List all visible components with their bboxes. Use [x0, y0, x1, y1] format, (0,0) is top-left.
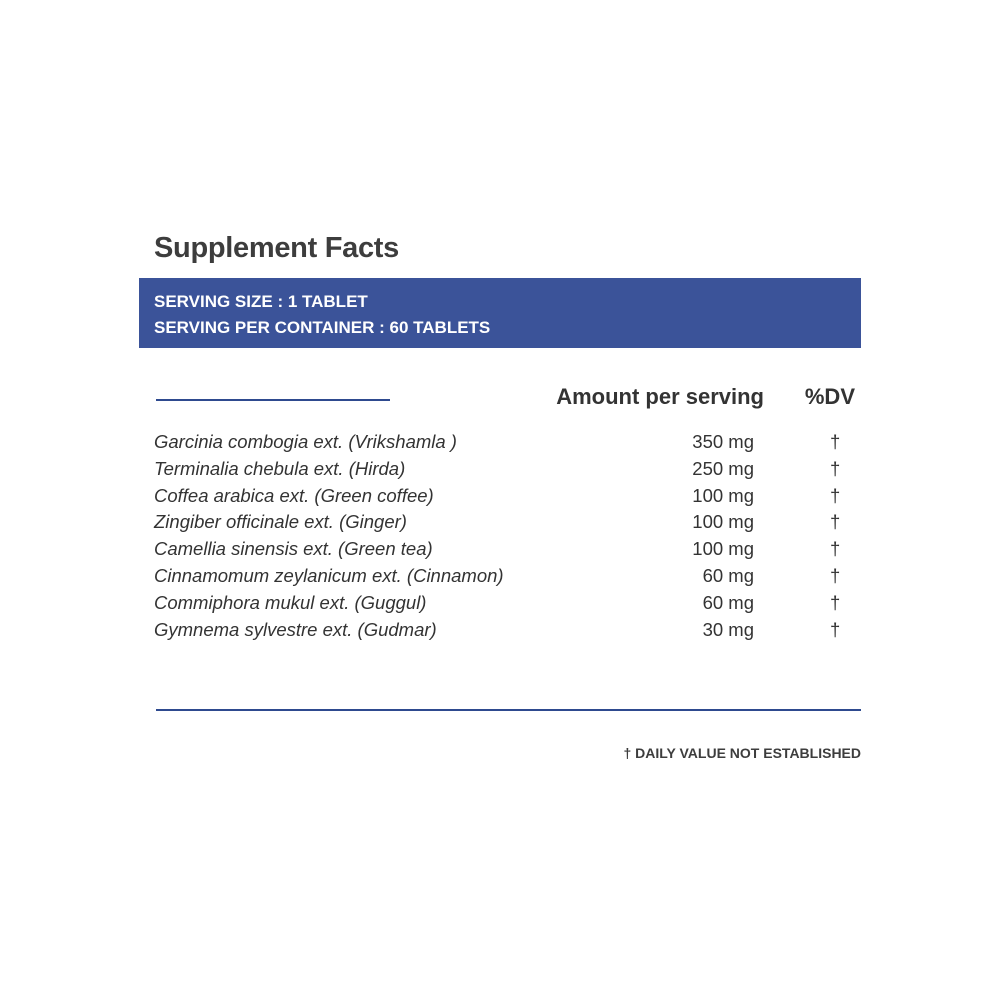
ingredient-name: Garcinia combogia ext. (Vrikshamla ) [154, 431, 457, 452]
ingredient-name: Coffea arabica ext. (Green coffee) [154, 484, 434, 506]
serving-banner [139, 278, 861, 348]
ingredient-dv: † [830, 457, 841, 479]
ingredient-name: Gymnema sylvestre ext. (Gudmar) [154, 618, 437, 640]
ingredient-name: Camellia sinensis ext. (Green tea) [154, 538, 433, 560]
ingredient-amount: 250 mg [692, 457, 754, 479]
ingredient-dv: † [830, 431, 841, 452]
ingredient-dv: † [830, 618, 841, 640]
ingredient-name: Cinnamomum zeylanicum ext. (Cinnamon) [154, 564, 504, 586]
ingredient-dv: † [830, 511, 841, 533]
ingredient-dv: † [830, 591, 841, 613]
ingredient-row [154, 429, 854, 456]
footer-divider [156, 709, 861, 711]
header-divider [156, 399, 390, 401]
ingredient-amount: 100 mg [692, 484, 754, 506]
servings-per-container: SERVING PER CONTAINER : 60 TABLETS [154, 318, 491, 337]
ingredient-row [154, 456, 854, 483]
ingredient-row [154, 617, 854, 644]
ingredient-list [154, 429, 854, 643]
amount-column-header: Amount per serving [556, 384, 764, 409]
ingredient-row [154, 509, 854, 536]
page-title: Supplement Facts [154, 232, 399, 264]
dv-column-header: %DV [804, 384, 855, 409]
ingredient-amount: 30 mg [702, 618, 754, 640]
ingredient-amount: 350 mg [692, 431, 754, 452]
ingredient-row [154, 483, 854, 510]
ingredient-amount: 60 mg [702, 564, 754, 586]
ingredient-name: Zingiber officinale ext. (Ginger) [154, 511, 407, 533]
ingredient-row [154, 563, 854, 590]
serving-size: SERVING SIZE : 1 TABLET [154, 292, 368, 311]
ingredient-name: Commiphora mukul ext. (Guggul) [154, 591, 427, 613]
ingredient-name: Terminalia chebula ext. (Hirda) [154, 457, 406, 479]
ingredient-dv: † [830, 484, 841, 506]
ingredient-amount: 60 mg [702, 591, 754, 613]
ingredient-dv: † [830, 538, 841, 560]
ingredient-amount: 100 mg [692, 511, 754, 533]
ingredient-amount: 100 mg [692, 538, 754, 560]
ingredient-row [154, 590, 854, 617]
ingredient-row [154, 536, 854, 563]
ingredient-dv: † [830, 564, 841, 586]
daily-value-footnote: † DAILY VALUE NOT ESTABLISHED [623, 745, 861, 761]
